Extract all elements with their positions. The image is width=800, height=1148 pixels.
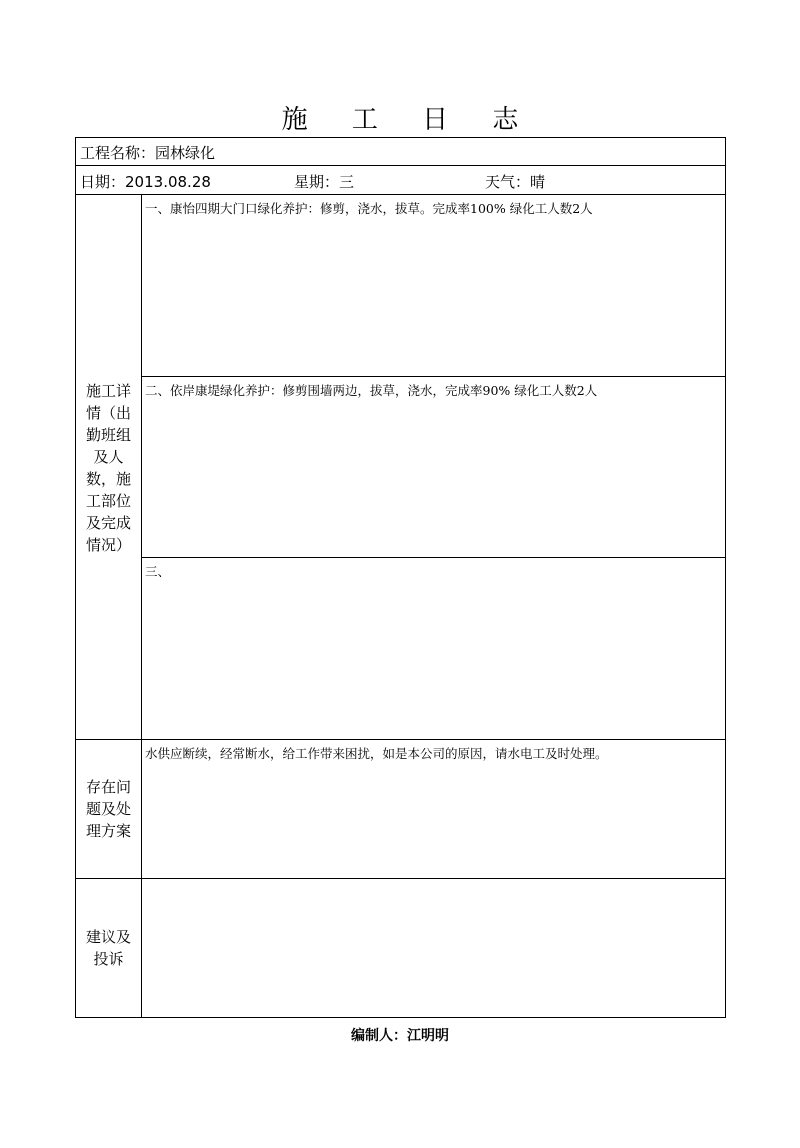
detail-item-cell <box>142 195 725 376</box>
date-label: 日期： <box>80 173 126 191</box>
author-line <box>0 1025 800 1045</box>
weekday-label: 星期： <box>294 173 340 191</box>
divider <box>75 165 726 166</box>
problems-label: 存在问题及处理方案 <box>85 778 131 840</box>
date-field <box>80 172 211 192</box>
date-value: 2013.08.28 <box>125 173 211 191</box>
weekday-field <box>294 172 354 192</box>
details-label: 施工详情（出勤班组及人数，施工部位及完成情况） <box>85 381 131 554</box>
weather-field <box>485 172 545 192</box>
detail-item-cell <box>142 558 725 739</box>
detail-item: 一、康怡四期大门口绿化养护：修剪，浇水，拔草。完成率100% 绿化工人数2人 <box>145 201 593 216</box>
page-title: 施 工 日 志 <box>281 105 537 135</box>
project-value: 园林绿化 <box>155 144 216 162</box>
problems-text: 水供应断续，经常断水，给工作带来困扰，如是本公司的原因，请水电工及时处理。 <box>145 746 608 761</box>
weather-value: 晴 <box>530 173 546 191</box>
suggestions-label: 建议及投诉 <box>85 928 131 968</box>
author-value: 江明明 <box>407 1028 449 1044</box>
problems-cell <box>142 740 725 878</box>
detail-item: 二、依岸康堤绿化养护：修剪围墙两边，拔草，浇水，完成率90% 绿化工人数2人 <box>145 383 598 398</box>
details-label-cell <box>75 195 142 740</box>
project-label: 工程名称： <box>80 144 156 162</box>
detail-item-cell <box>142 377 725 558</box>
suggestions-cell <box>142 879 725 1017</box>
weekday-value: 三 <box>339 173 355 191</box>
author-label: 编制人： <box>351 1028 407 1044</box>
weather-label: 天气： <box>485 173 531 191</box>
detail-item: 三、 <box>145 564 171 579</box>
problems-label-cell <box>75 740 142 878</box>
suggestions-label-cell <box>75 879 142 1017</box>
project-row <box>80 143 215 163</box>
